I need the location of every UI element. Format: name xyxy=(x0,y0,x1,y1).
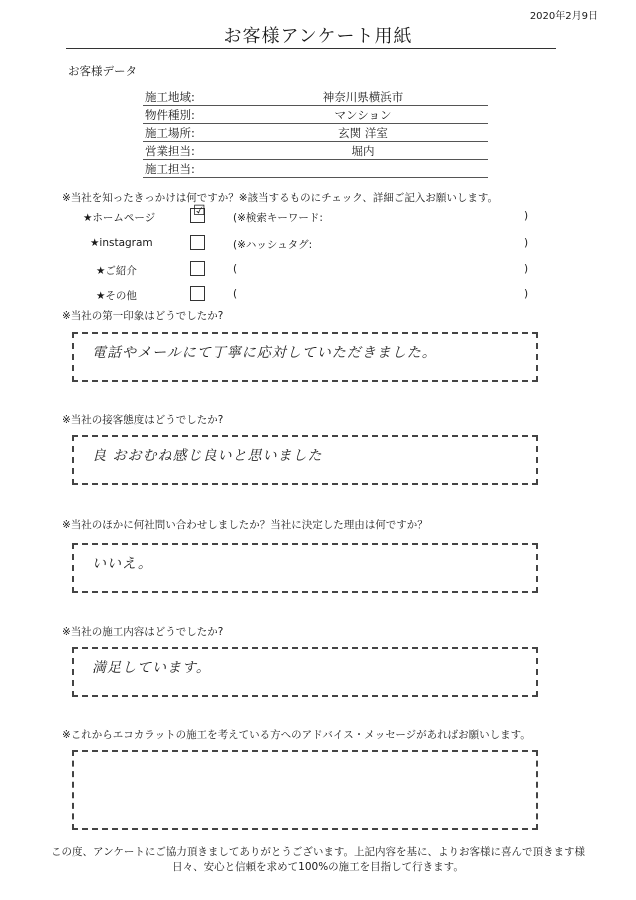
answer-box-first-impression[interactable] xyxy=(72,332,538,382)
footer-line-2: 日々、安心と信頼を求めて100%の施工を目指して行きます。 xyxy=(172,861,464,873)
footer-line-1: この度、アンケートにご協力頂きましてありがとうございます。上記内容を基に、よりお客様に喜んで頂きます様 xyxy=(50,846,586,858)
info-value-area: 神奈川県横浜市 xyxy=(322,90,404,104)
question-advice: ※これからエコカラットの施工を考えている方へのアドバイス・メッセージがあればお願いします。 xyxy=(62,729,531,741)
option-label-instagram: ★instagram xyxy=(90,237,153,249)
note-close-referral: ) xyxy=(524,263,529,275)
answer-box-other-companies[interactable] xyxy=(72,543,538,593)
info-row-location xyxy=(143,124,488,142)
checkbox-instagram[interactable] xyxy=(190,235,205,250)
checkbox-referral[interactable] xyxy=(190,261,205,276)
check-mark-icon: ☑ xyxy=(193,203,206,219)
checkbox-homepage[interactable] xyxy=(190,203,206,223)
info-label-location: 施工場所: xyxy=(145,126,195,140)
info-value-location: 玄関 洋室 xyxy=(338,126,388,140)
survey-date: 2020年2月9日 xyxy=(529,11,598,22)
info-value-sales-rep: 堀内 xyxy=(351,144,375,158)
question-source: ※当社を知ったきっかけは何ですか？※該当するものにチェック、詳細ご記入お願いします。 xyxy=(62,192,499,204)
answer-box-customer-service[interactable] xyxy=(72,435,538,485)
option-label-referral: ★ご紹介 xyxy=(96,265,137,277)
info-row-property-type xyxy=(143,106,488,124)
note-other: ( xyxy=(233,288,238,300)
option-label-homepage: ★ホームページ xyxy=(83,212,156,224)
answer-box-advice[interactable] xyxy=(72,750,538,830)
note-close-other: ) xyxy=(524,288,529,300)
question-first-impression: ※当社の第一印象はどうでしたか? xyxy=(62,310,224,322)
note-referral: ( xyxy=(233,263,238,275)
answer-customer-service: 良 おおむね感じ良いと思いました xyxy=(92,448,323,464)
info-value-property-type: マンション xyxy=(334,108,392,122)
answer-box-construction-quality[interactable] xyxy=(72,647,538,697)
info-label-property-type: 物件種別: xyxy=(145,108,195,122)
question-construction-quality: ※当社の施工内容はどうでしたか? xyxy=(62,626,224,638)
info-row-area xyxy=(143,88,488,106)
note-search-keyword: (※検索キーワード: xyxy=(233,212,323,224)
info-label-area: 施工地域: xyxy=(145,90,195,104)
answer-other-companies: いいえ。 xyxy=(92,556,153,572)
question-customer-service: ※当社の接客態度はどうでしたか? xyxy=(62,414,224,426)
note-close-homepage: ) xyxy=(524,210,529,222)
note-close-instagram: ) xyxy=(524,237,529,249)
question-other-companies: ※当社のほかに何社問い合わせしましたか？当社に決定した理由は何ですか？ xyxy=(62,519,428,531)
checkbox-other[interactable] xyxy=(190,286,205,301)
customer-data-heading: お客様データ xyxy=(68,64,137,78)
title-underline xyxy=(66,48,556,49)
info-row-construction-rep xyxy=(143,160,488,178)
info-label-construction-rep: 施工担当: xyxy=(145,162,195,176)
info-label-sales-rep: 営業担当: xyxy=(145,144,195,158)
option-label-other: ★その他 xyxy=(96,290,137,302)
note-hashtag: (※ハッシュタグ: xyxy=(233,239,313,251)
page-title: お客様アンケート用紙 xyxy=(223,26,413,47)
answer-construction-quality: 満足しています。 xyxy=(92,660,211,676)
info-row-sales-rep xyxy=(143,142,488,160)
answer-first-impression: 電話やメールにて丁寧に応対していただきました。 xyxy=(92,345,437,361)
